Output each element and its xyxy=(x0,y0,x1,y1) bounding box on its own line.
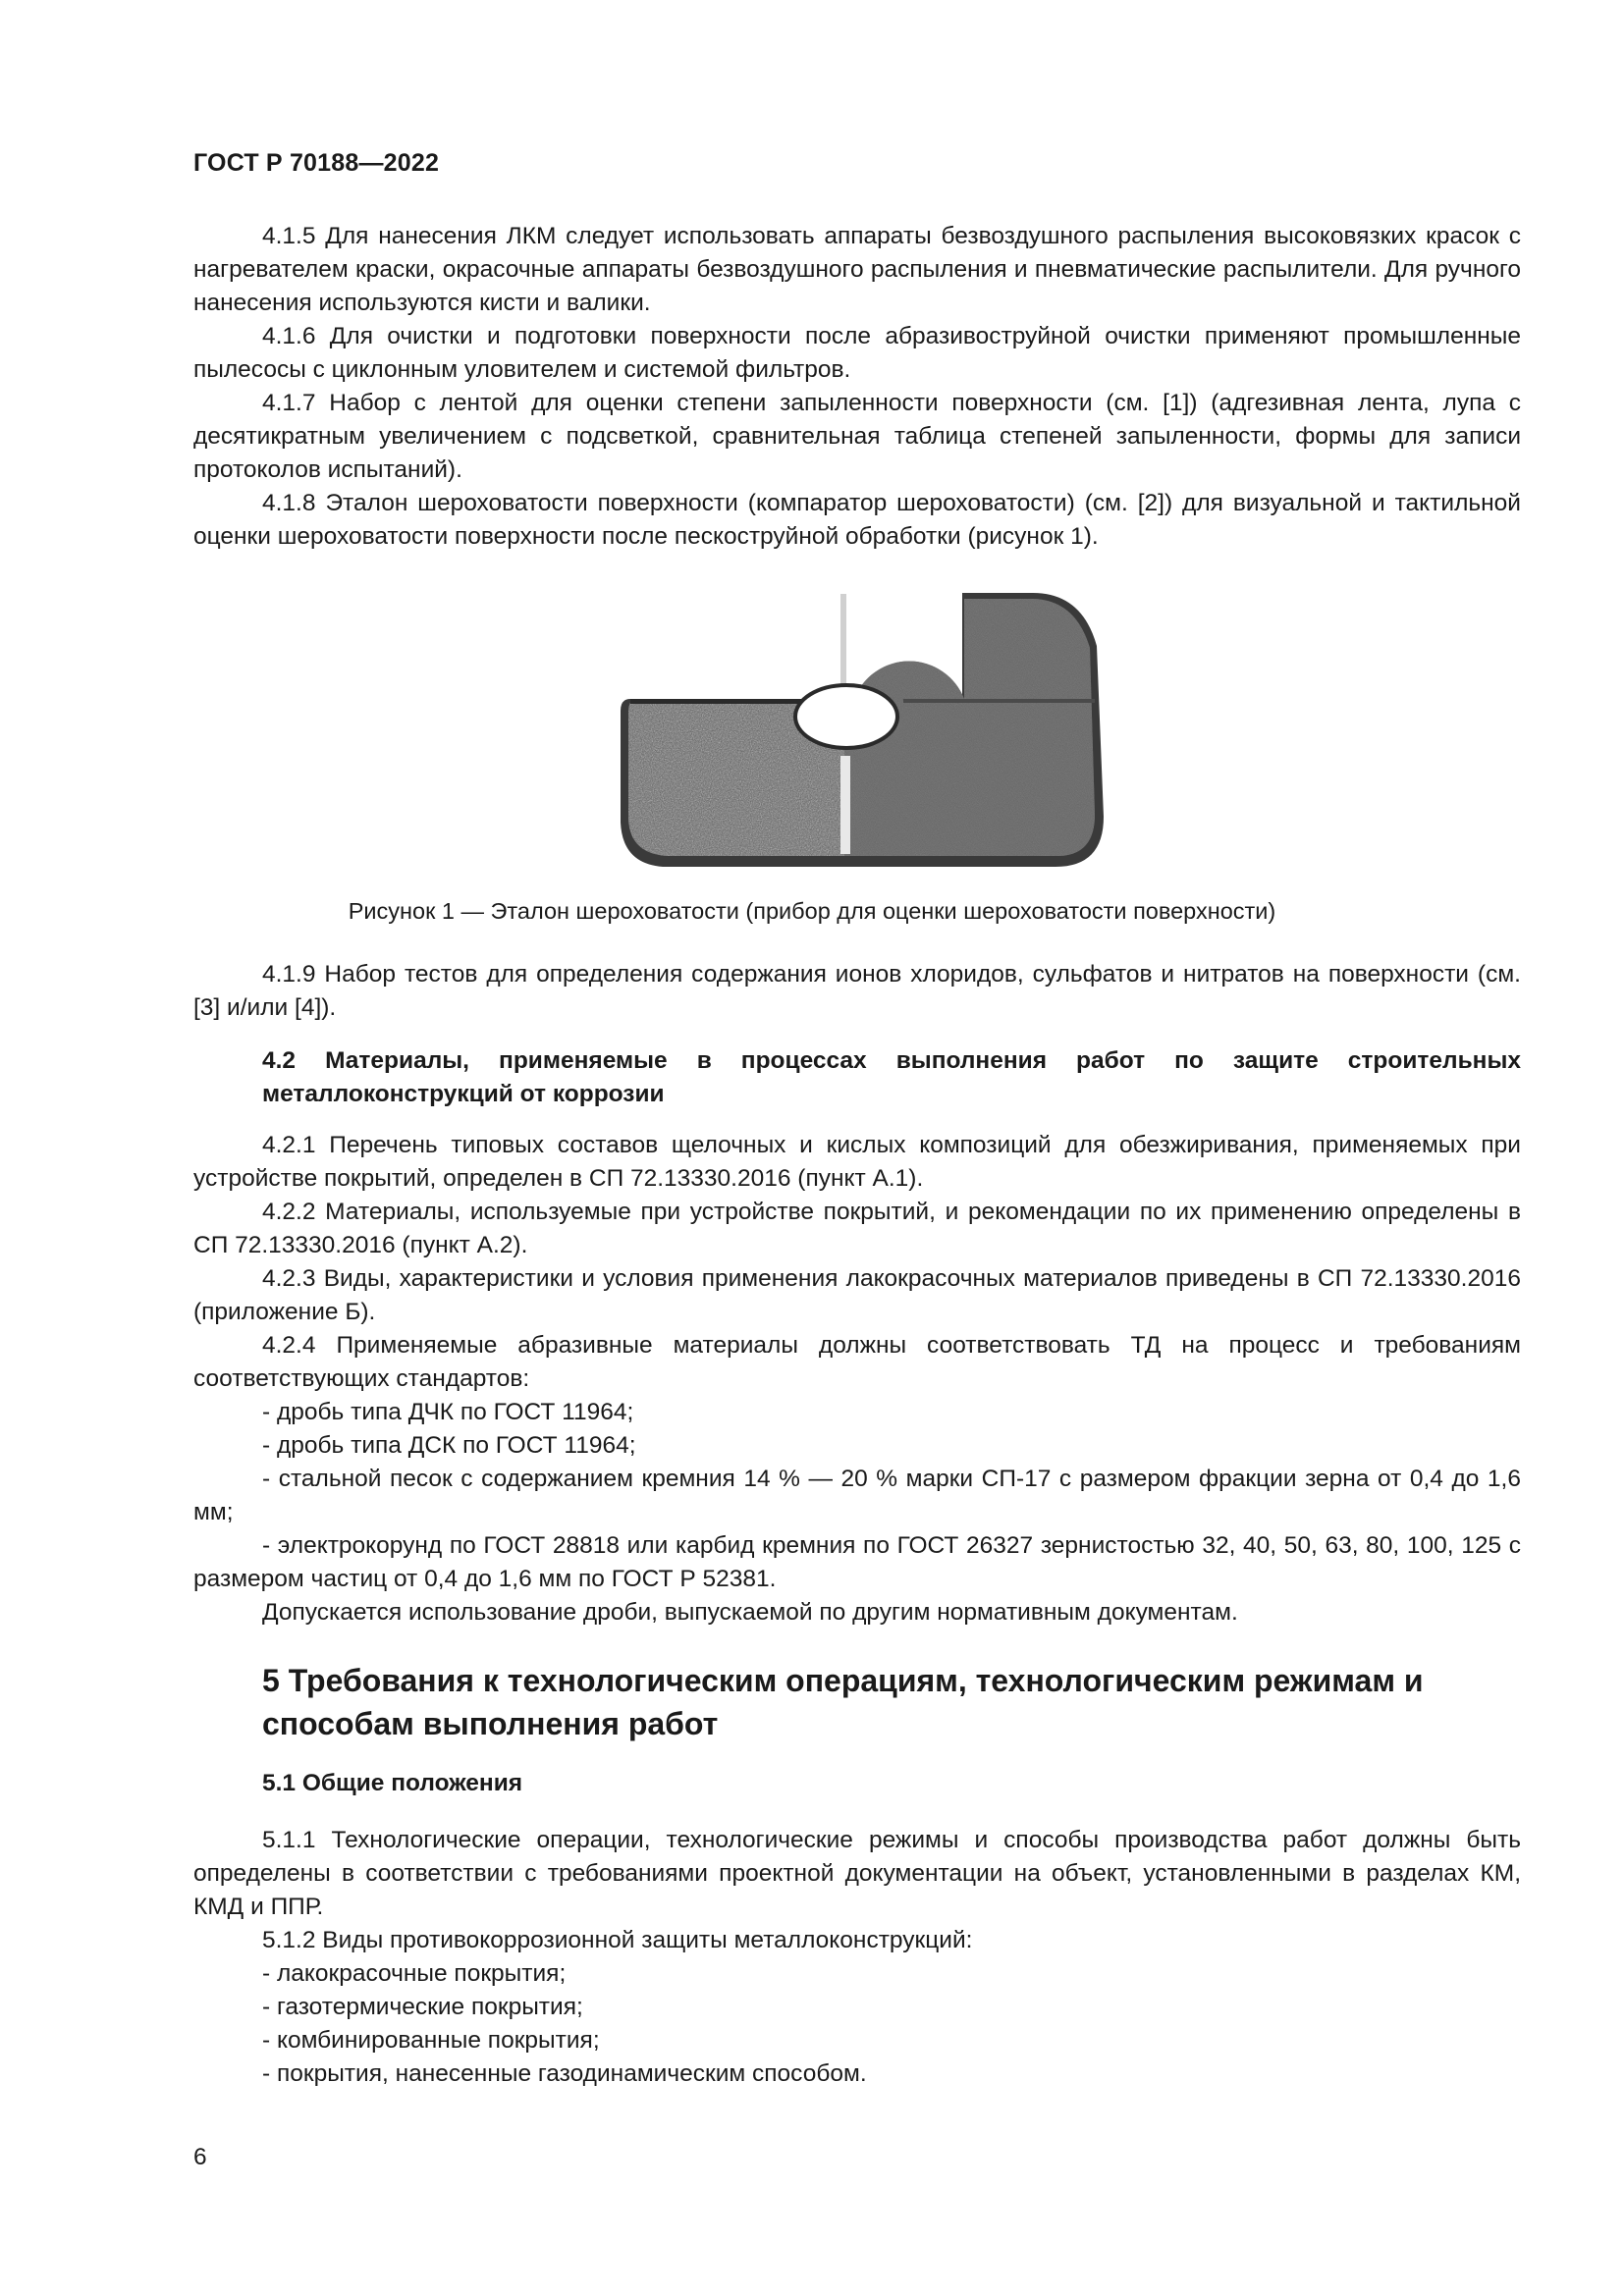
paragraph-4-1-8: 4.1.8 Эталон шероховатости поверхности (компаратор шероховатости) (см. [2]) для визуальной и тактильной оценки шероховатости поверхности после пескоструйной обработки (рисунок 1). xyxy=(193,490,1521,550)
list-item: - комбинированные покрытия; xyxy=(262,2027,600,2054)
separator-vertical xyxy=(840,756,850,854)
list-item: - дробь типа ДЧК по ГОСТ 11964; xyxy=(262,1399,634,1425)
section-5-heading: 5 Требования к технологическим операциям, технологическим режимам и способам выполнения работ xyxy=(262,1663,1424,1741)
list-item: - стальной песок с содержанием кремния 14 % — 20 % марки СП-17 с размером фракции зерна от 0,4 до 1,6 мм; xyxy=(193,1466,1521,1525)
list-item: - лакокрасочные покрытия; xyxy=(262,1960,567,1987)
paragraph-4-2-4: 4.2.4 Применяемые абразивные материалы должны соответствовать ТД на процесс и требованиям соответствующих стандартов: xyxy=(193,1332,1521,1392)
paragraph-5-1-2: 5.1.2 Виды противокоррозионной защиты металлоконструкций: xyxy=(262,1927,973,1953)
text-block-4-1 xyxy=(193,220,1521,554)
roughness-comparator-image xyxy=(609,589,1105,867)
comparator-center-hole xyxy=(795,685,897,748)
text-block-4-1-9 xyxy=(193,958,1521,1025)
paragraph-4-2-2: 4.2.2 Материалы, используемые при устройстве покрытий, и рекомендации по их применению определены в СП 72.13330.2016 (пункт А.2). xyxy=(193,1199,1521,1258)
text-block-5-1 xyxy=(193,1824,1521,2091)
paragraph-4-1-7: 4.1.7 Набор с лентой для оценки степени запыленности поверхности (см. [1]) (адгезивная лента, лупа с десятикратным увеличением с подсветкой, сравнительная таблица степеней запыленности, формы для записи протоколов испытаний). xyxy=(193,390,1521,483)
section-5-heading-block xyxy=(193,1659,1470,1745)
paragraph-4-1-5: 4.1.5 Для нанесения ЛКМ следует использовать аппараты безвоздушного распыления высоковязких красок с нагревателем краски, окрасочные аппараты безвоздушного распыления и пневматические распылители. Для ручного нанесения используются кисти и валики. xyxy=(193,223,1521,316)
list-item: - дробь типа ДСК по ГОСТ 11964; xyxy=(262,1432,636,1459)
list-item: - газотермические покрытия; xyxy=(262,1994,583,2020)
text-block-4-2 xyxy=(193,1129,1521,1629)
paragraph-5-1-1: 5.1.1 Технологические операции, технологические режимы и способы производства работ должны быть определены в соответствии с требованиями проектной документации на объект, установленными в разделах КМ, КМД и ППР. xyxy=(193,1827,1521,1920)
paragraph-4-2-1: 4.2.1 Перечень типовых составов щелочных и кислых композиций для обезжиривания, применяемых при устройстве покрытий, определен в СП 72.13330.2016 (пункт А.1). xyxy=(193,1132,1521,1192)
paragraph-allowed: Допускается использование дроби, выпускаемой по другим нормативным документам. xyxy=(262,1599,1238,1626)
paragraph-4-1-6: 4.1.6 Для очистки и подготовки поверхности после абразивоструйной очистки применяют промышленные пылесосы с циклонным уловителем и системой фильтров. xyxy=(193,323,1521,383)
document-header-code: ГОСТ Р 70188—2022 xyxy=(193,149,440,177)
heading-4-2: 4.2 Материалы, применяемые в процессах выполнения работ по защите строительных металлоконструкций от коррозии xyxy=(262,1047,1521,1107)
list-item: - покрытия, нанесенные газодинамическим способом. xyxy=(262,2060,867,2087)
figure-1-caption: Рисунок 1 — Эталон шероховатости (прибор для оценки шероховатости поверхности) xyxy=(348,898,1276,924)
paragraph-4-2-3: 4.2.3 Виды, характеристики и условия применения лакокрасочных материалов приведены в СП 72.13330.2016 (приложение Б). xyxy=(193,1265,1521,1325)
page-number: 6 xyxy=(193,2144,207,2170)
list-item: - электрокорунд по ГОСТ 28818 или карбид кремния по ГОСТ 26327 зернистостью 32, 40, 50, 63, 80, 100, 125 с размером частиц от 0,4 до 1,6 мм по ГОСТ Р 52381. xyxy=(193,1532,1521,1592)
heading-block-5-1 xyxy=(193,1767,1521,1800)
heading-5-1: 5.1 Общие положения xyxy=(262,1770,523,1796)
paragraph-4-1-9: 4.1.9 Набор тестов для определения содержания ионов хлоридов, сульфатов и нитратов на поверхности (см. [3] и/или [4]). xyxy=(193,961,1521,1021)
heading-block-4-2 xyxy=(193,1044,1521,1111)
